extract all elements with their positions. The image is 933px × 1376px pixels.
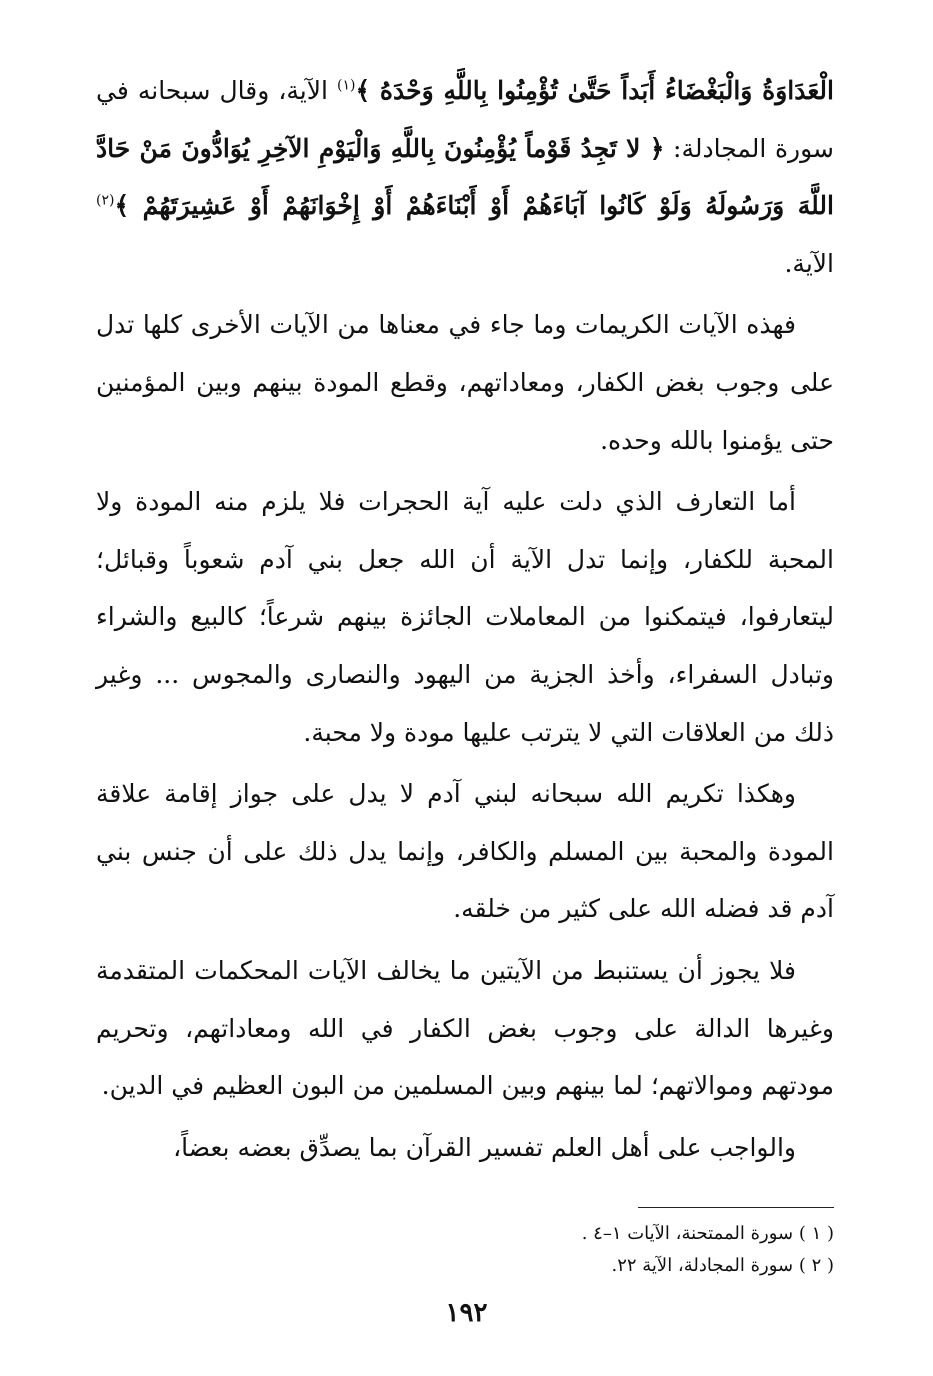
paragraph-verses: [96, 62, 834, 292]
quran-verse-end-mumtahina: الْعَدَاوَةُ وَالْبَغْضَاءُ أَبَداً حَتَّىٰ تُؤْمِنُوا بِاللَّهِ وَحْدَهُ ﴾: [355, 76, 834, 105]
footnote-2: ( ٢ ) سورة المجادلة، الآية ٢٢.: [611, 1255, 834, 1276]
paragraph-4: وهكذا تكريم الله سبحانه لبني آدم لا يدل على جواز إقامة علاقة المودة والمحبة بين المسلم والكافر، وإنما يدل ذلك على أن جنس بني آدم قد فضله الله على كثير من خلقه.: [96, 779, 834, 924]
paragraph-6: والواجب على أهل العلم تفسير القرآن بما يصدِّق بعضه بعضاً،: [173, 1132, 796, 1162]
quran-verse-mujadila: ﴿ لا تَجِدُ قَوْماً يُؤْمِنُونَ بِاللَّهِ وَالْيَوْمِ الآخِرِ يُوَادُّونَ مَنْ حَادَّ اللَّهَ وَرَسُولَهُ وَلَوْ كَانُوا آبَاءَهُمْ أَوْ أَبْنَاءَهُمْ أَوْ إِخْوَانَهُمْ أَوْ عَشِيرَتَهُمْ ﴾: [96, 133, 834, 221]
paragraph-3: أما التعارف الذي دلت عليه آية الحجرات فلا يلزم منه المودة ولا المحبة للكفار، وإنما تدل الآية أن الله جعل بني آدم شعوباً وقبائل؛ ليتعارفوا، فيتمكنوا من المعاملات الجائزة بينهم شرعاً؛ كالبيع والشراء وتبادل السفراء، وأخذ الجزية من اليهود والنصارى والمجوس ... وغير ذلك من العلاقات التي لا يترتب عليها مودة ولا محبة.: [96, 487, 834, 747]
verse-connector-text: الآية، وقال سبحانه في سورة المجادلة:: [96, 76, 834, 163]
footnotes: [96, 1218, 834, 1282]
verse-closing-text: الآية.: [784, 248, 834, 278]
footnote-1: ( ١ ) سورة الممتحنة، الآيات ١–٤ .: [581, 1223, 834, 1244]
footnote-ref-1: (١): [337, 77, 356, 94]
main-text: [96, 62, 834, 1176]
page-number: ١٩٢: [445, 1298, 488, 1328]
footnote-ref-2: (٢): [96, 192, 115, 209]
paragraph-2: فهذه الآيات الكريمات وما جاء في معناها من الآيات الأخرى كلها تدل على وجوب بغض الكفار، ومعاداتهم، وقطع المودة بينهم وبين المؤمنين حتى يؤمنوا بالله وحده.: [96, 310, 834, 455]
paragraph-5: فلا يجوز أن يستنبط من الآيتين ما يخالف الآيات المحكمات المتقدمة وغيرها الدالة على وجوب بغض الكفار في الله ومعاداتهم، وتحريم مودتهم وموالاتهم؛ لما بينهم وبين المسلمين من البون العظيم في الدين.: [96, 955, 834, 1101]
footnote-divider: [638, 1207, 834, 1208]
